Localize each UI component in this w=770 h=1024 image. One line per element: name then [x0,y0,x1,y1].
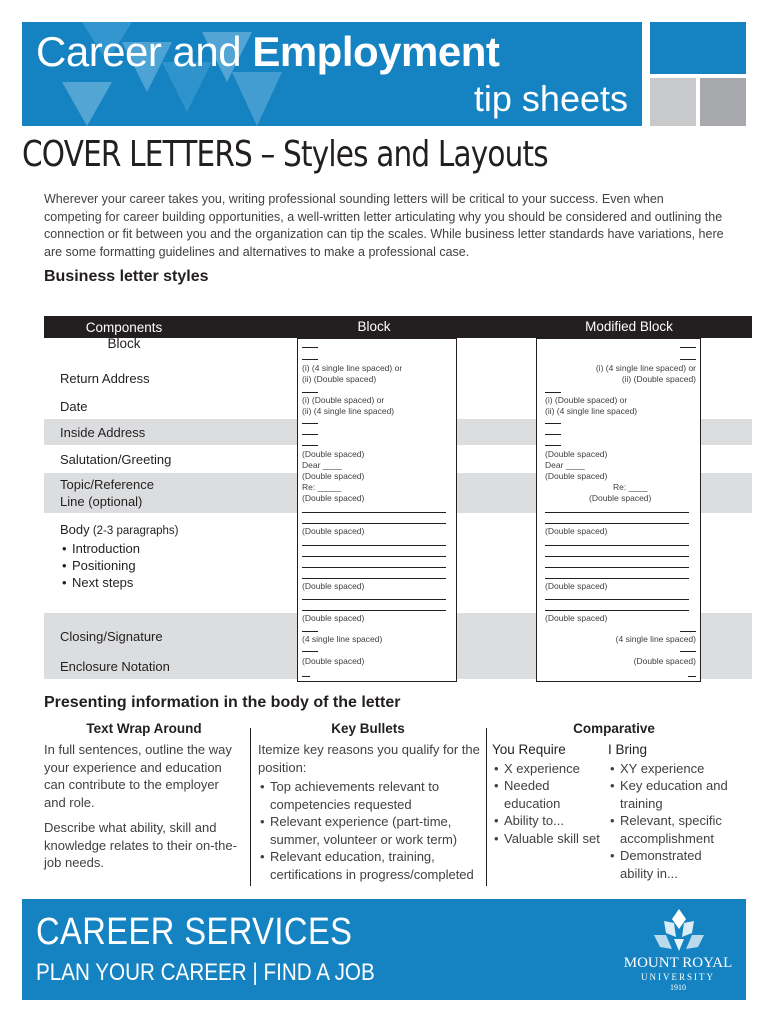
block-re: Re: _____ [302,482,342,492]
body-bullet-introduction: • Introduction [60,540,179,557]
modified-date-note-1: (i) (Double spaced) or [545,395,628,405]
modified-body-note-2: (Double spaced) [545,581,608,591]
require-item: • X experience [492,760,606,778]
modified-re: Re: ____ [613,482,648,492]
modified-block-letter-sample [536,338,701,682]
row-label-body-main: Body [60,522,90,537]
header-square-grey-dark [700,78,746,126]
row-label-body [60,521,179,591]
block-return-note-1: (i) (4 single line spaced) or [302,363,403,373]
modified-body-note-3: (Double spaced) [545,613,608,623]
footer-tagline: PLAN YOUR CAREER | FIND A JOB [36,959,375,986]
header-block: Block [357,319,391,334]
university-logo [618,909,738,993]
business-letter-styles-heading: Business letter styles [44,268,209,285]
logo-name: MOUNT ROYAL [623,955,733,971]
block-body-note-3: (Double spaced) [302,613,365,623]
modified-body-note-1: (Double spaced) [545,526,608,536]
row-label-body-small: (2-3 paragraphs) [89,525,179,537]
text-wrap-column [44,741,244,880]
key-bullets-column [258,741,482,883]
modified-sal-note-2: (Double spaced) [545,471,608,481]
text-wrap-paragraph-2: Describe what ability, skill and knowledge relates to their on-the-job needs. [44,820,237,870]
header-title [36,28,499,76]
modified-return-note-1: (i) (4 single line spaced) or [595,363,696,373]
header-components-line2: Block [107,336,141,351]
header-modified-block: Modified Block [585,319,673,334]
key-bullets-lead: Itemize key reasons you qualify for the position: [258,742,480,775]
header-title-word-and: and [161,28,253,75]
you-require-heading: You Require [492,742,566,757]
table-header [44,316,752,338]
header-banner [22,22,642,126]
column-divider [250,728,251,886]
university-logo-mark-icon [654,909,704,953]
key-bullet-item: • Top achievements relevant to competencies requested [258,778,482,813]
header-square-blue [650,22,746,74]
bring-item: • XY experience [608,760,738,778]
modified-sal-note-3: (Double spaced) [589,493,652,503]
row-label-return-address: Return Address [60,371,150,386]
header-square-grey-light [650,78,696,126]
block-letter-sample [297,338,457,682]
row-label-inside-address: Inside Address [60,425,146,440]
column-divider [486,728,487,886]
key-bullets-title: Key Bullets [331,721,405,736]
bring-item: • Relevant, specific accomplishment [608,812,738,847]
row-label-enclosure: Enclosure Notation [60,659,170,674]
modified-encl-note: (Double spaced) [633,656,696,666]
footer-career-services: CAREER SERVICES [36,911,353,953]
block-date-note-1: (i) (Double spaced) or [302,395,385,405]
bring-item: • Key education and training [608,777,738,812]
block-closing-note: (4 single line spaced) [302,634,383,644]
require-item: • Ability to... [492,812,606,830]
modified-date-note-2: (ii) (4 single line spaced) [545,406,638,416]
key-bullet-item: • Relevant experience (part-time, summer, volunteer or work term) [258,813,482,848]
row-label-date: Date [60,399,88,414]
header-components-line1: Components [85,320,163,335]
row-label-topic [60,476,154,510]
header-title-word-employment: Employment [252,28,500,75]
block-body-note-1: (Double spaced) [302,526,365,536]
modified-closing-note: (4 single line spaced) [615,634,696,644]
block-date-note-2: (ii) (4 single line spaced) [302,406,395,416]
row-label-topic-line1: Topic/Reference [60,477,154,492]
block-return-note-2: (ii) (Double spaced) [302,374,377,384]
presenting-info-heading: Presenting information in the body of the letter [44,694,401,711]
you-require-column [492,741,606,847]
logo-university: UNIVERSITY [641,972,715,982]
require-item: • Valuable skill set [492,830,606,848]
modified-return-note-2: (ii) (Double spaced) [621,374,696,384]
modified-sal-note-1: (Double spaced) [545,449,608,459]
header-subtitle: tip sheets [473,78,628,119]
page-title: COVER LETTERS – Styles and Layouts [22,134,548,175]
intro-paragraph: Wherever your career takes you, writing professional sounding letters will be critical to your success. Even when competing for career building opportunities, a well-written letter articulating why you should be considered and outlining the connection or fit between you and the organization can tip the scales. While business letter standards have variations, here are some formatting guidelines and alternatives to make a professional case. [44,192,724,259]
i-bring-heading: I Bring [608,742,648,757]
block-sal-note-1: (Double spaced) [302,449,365,459]
comparative-title: Comparative [573,721,655,736]
key-bullet-item: • Relevant education, training, certifications in progress/completed [258,848,482,883]
row-label-salutation: Salutation/Greeting [60,452,172,467]
text-wrap-paragraph-1: In full sentences, outline the way your experience and education can contribute to the employer and role. [44,742,232,810]
block-dear: Dear ____ [302,460,342,470]
row-label-closing-signature: Closing/Signature [60,629,163,644]
text-wrap-title: Text Wrap Around [86,721,202,736]
logo-year: 1910 [670,983,686,992]
block-body-note-2: (Double spaced) [302,581,365,591]
require-item: • Needed education [492,777,606,812]
body-bullet-next-steps: • Next steps [60,574,179,591]
row-label-topic-line2: Line (optional) [60,494,143,509]
block-encl-note: (Double spaced) [302,656,365,666]
bring-item: • Demonstrated ability in... [608,847,738,882]
block-sal-note-2: (Double spaced) [302,471,365,481]
block-sal-note-3: (Double spaced) [302,493,365,503]
i-bring-column [608,741,738,882]
modified-dear: Dear ____ [545,460,585,470]
footer-banner [22,899,746,1000]
body-bullet-positioning: • Positioning [60,557,179,574]
header-title-word-career: Career [36,28,162,75]
header-components [44,319,204,336]
